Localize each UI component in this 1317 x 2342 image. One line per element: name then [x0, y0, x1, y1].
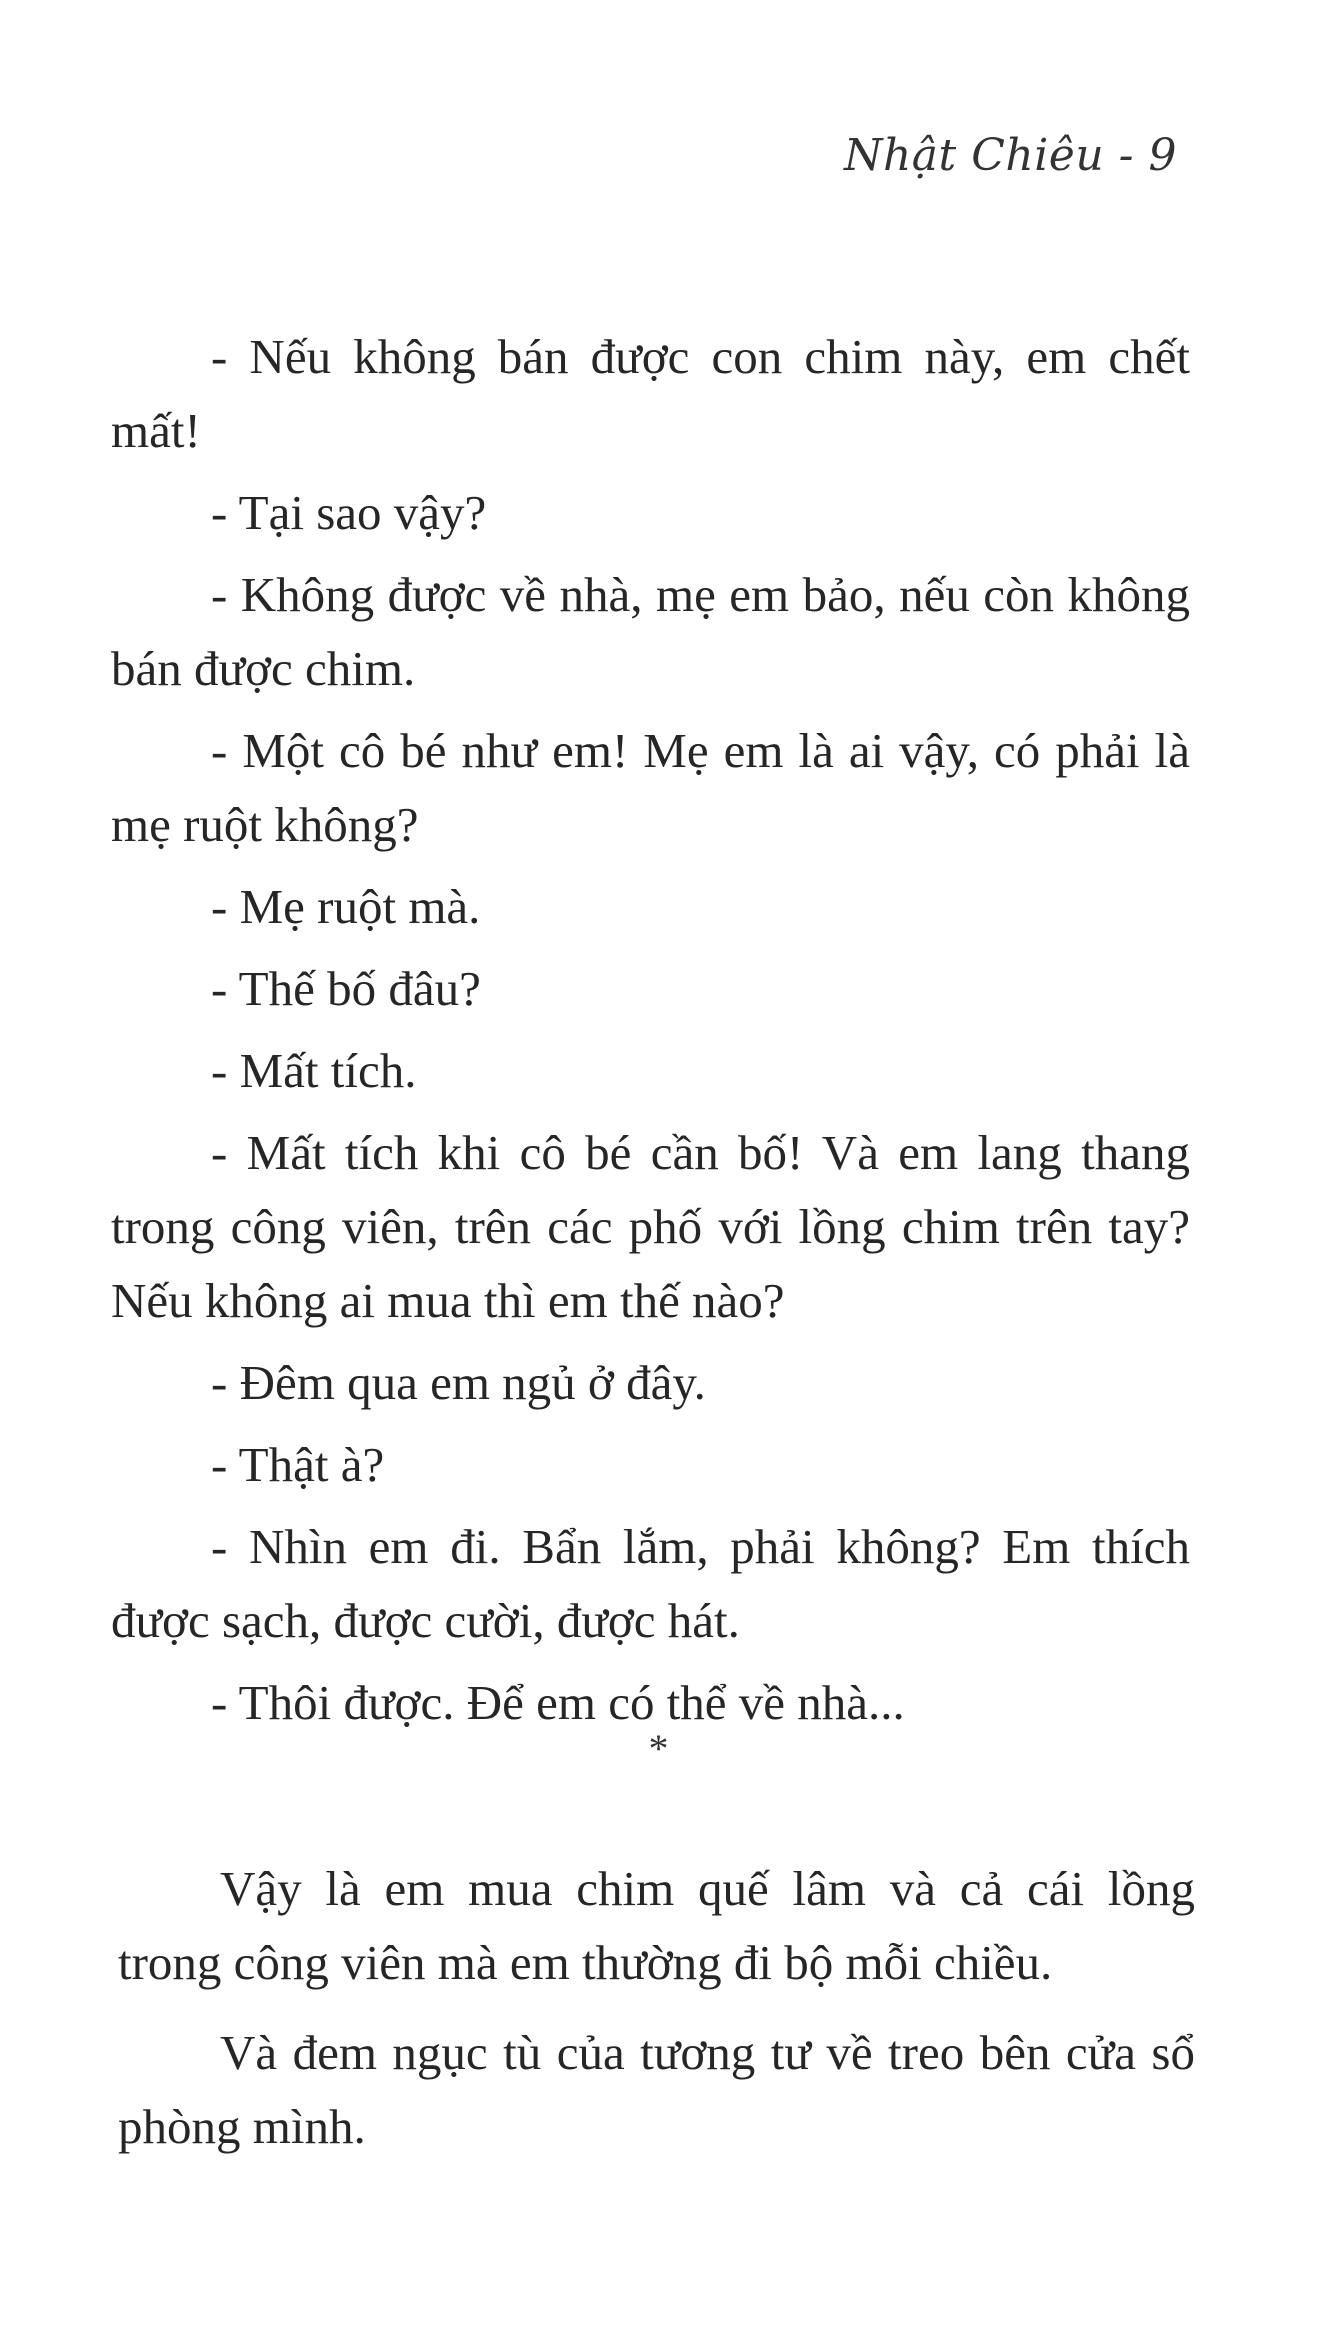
dialogue-line: - Thế bố đâu? [211, 961, 481, 1016]
dialogue-line: - Nếu không bán được con chim này, em chết mất! [111, 329, 1190, 458]
dialogue-line: - Đêm qua em ngủ ở đây. [211, 1355, 706, 1410]
dialogue-line: - Mẹ ruột mà. [211, 879, 481, 934]
dialogue-line: - Mất tích khi cô bé cần bố! Và em lang thang trong công viên, trên các phố với lồng chim trên tay? Nếu không ai mua thì em thế nào? [111, 1125, 1190, 1328]
dialogue-line: - Một cô bé như em! Mẹ em là ai vậy, có phải là mẹ ruột không? [111, 723, 1190, 852]
section-separator: * [648, 1726, 669, 1771]
dialogue-section [111, 320, 1190, 1748]
dialogue-line: - Thôi được. Để em có thể về nhà... [211, 1675, 905, 1730]
dialogue-line: - Nhìn em đi. Bẩn lắm, phải không? Em thích được sạch, được cười, được hát. [111, 1519, 1190, 1648]
running-header: Nhật Chiêu - 9 [843, 130, 1177, 181]
narrative-paragraph: Và đem ngục tù của tương tư về treo bên cửa sổ phòng mình. [118, 2025, 1195, 2154]
narrative-section [118, 1852, 1195, 2180]
dialogue-line: - Mất tích. [211, 1043, 417, 1098]
narrative-paragraph: Vậy là em mua chim quế lâm và cả cái lồng trong công viên mà em thường đi bộ mỗi chiều. [118, 1861, 1195, 1990]
dialogue-line: - Thật à? [211, 1437, 385, 1492]
dialogue-line: - Tại sao vậy? [211, 485, 487, 540]
dialogue-line: - Không được về nhà, mẹ em bảo, nếu còn không bán được chim. [111, 567, 1190, 696]
